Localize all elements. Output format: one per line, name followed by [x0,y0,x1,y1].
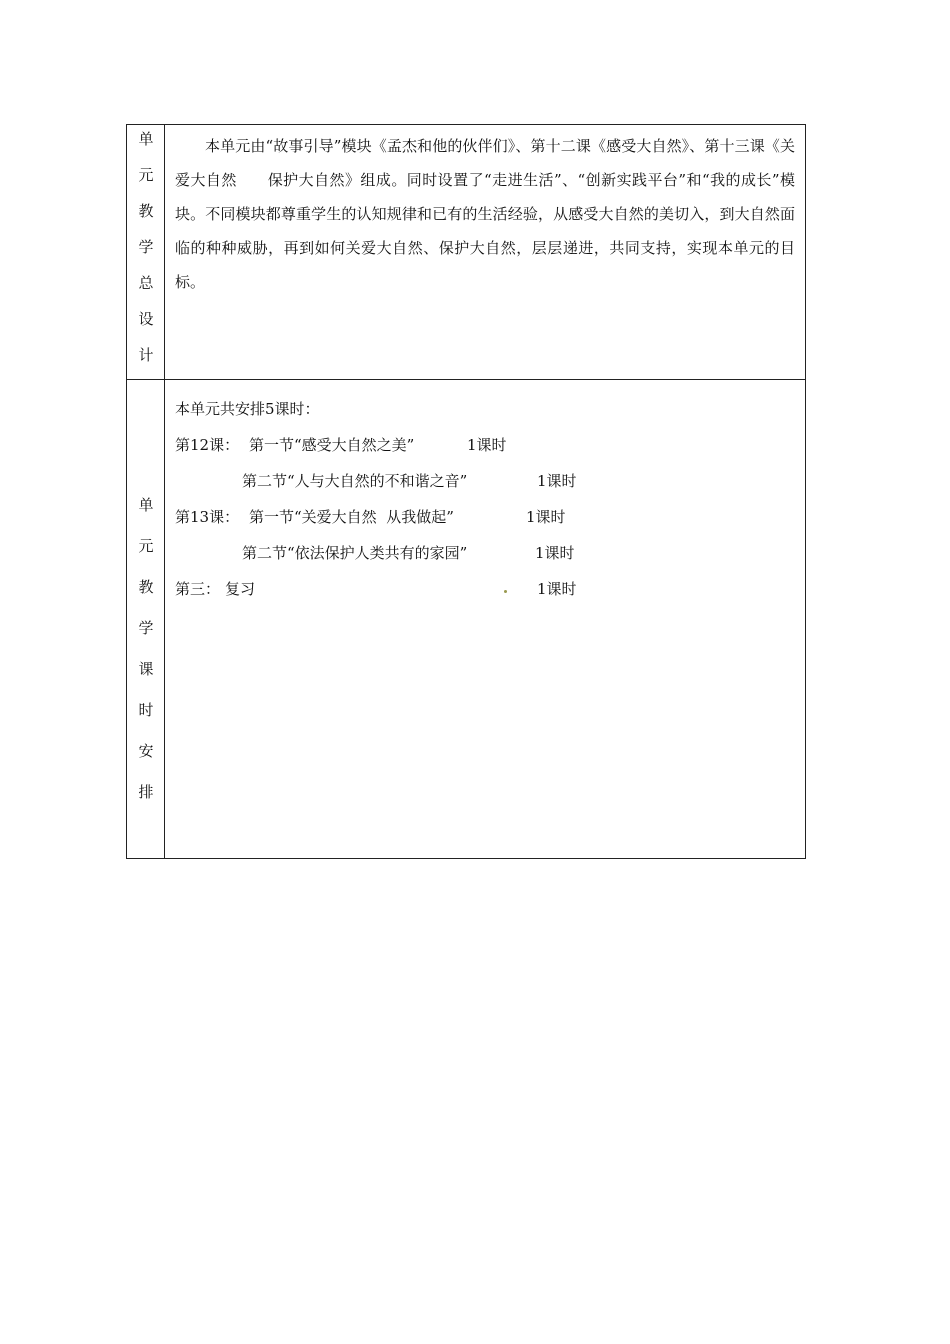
content-cell-overall-design [165,125,805,379]
schedule-lesson-prefix: 第13课： [175,508,240,526]
row-label-cell [127,379,165,858]
row-label-schedule [127,485,165,813]
overall-design-paragraph: 本单元由“故事引导”模块《孟杰和他的伙伴们》、第十二课《感受大自然》、第十三课《关爱大自然 保护大自然》组成。同时设置了“走进生活”、“创新实践平台”和“我的成长”模块。不同模块都尊重学生的认知规律和已有的生活经验，从感受大自然的美切入，到大自然面临的种种威胁，再到如何关爱大自然、保护大自然，层层递进，共同支持，实现本单元的目标。 [175,137,795,291]
schedule-hours: 1课时 [537,472,577,490]
label-char: 安 [138,742,154,760]
row-label-cell [127,125,165,379]
table-row-schedule [127,379,805,858]
label-char: 总 [138,274,154,292]
row-label-overall-design [127,121,165,373]
schedule-hours: 1课时 [535,544,575,562]
label-char: 排 [138,783,154,801]
schedule-section: 第一节“感受大自然之美” [249,436,415,454]
label-char: 课 [138,660,154,678]
label-char: 元 [138,537,154,555]
label-char: 教 [138,578,154,596]
schedule-section: 第二节“依法保护人类共有的家园” [242,544,468,562]
schedule-hours: 1课时 [467,436,507,454]
schedule-hours: 1课时 [537,580,577,598]
label-char: 单 [138,130,154,148]
label-char: 计 [138,346,154,364]
label-char: 教 [138,202,154,220]
label-char: 元 [138,166,154,184]
table-row-overall-design [127,125,805,380]
unit-plan-table [126,124,806,859]
schedule-lesson-prefix: 第12课： [175,436,240,454]
label-char: 设 [138,310,154,328]
schedule-section: 第一节“关爱大自然 从我做起” [249,508,454,526]
schedule-lesson-prefix: 第三： [175,580,221,598]
label-char: 学 [138,238,154,256]
schedule-section: 复习 [225,580,256,598]
schedule-section: 第二节“人与大自然的不和谐之音” [242,472,468,490]
schedule-intro: 本单元共安排5课时： [175,400,320,418]
label-char: 单 [138,496,154,514]
stray-dot-mark [504,590,507,593]
schedule-hours: 1课时 [526,508,566,526]
label-char: 学 [138,619,154,637]
label-char: 时 [138,701,154,719]
content-cell-schedule [165,379,805,858]
